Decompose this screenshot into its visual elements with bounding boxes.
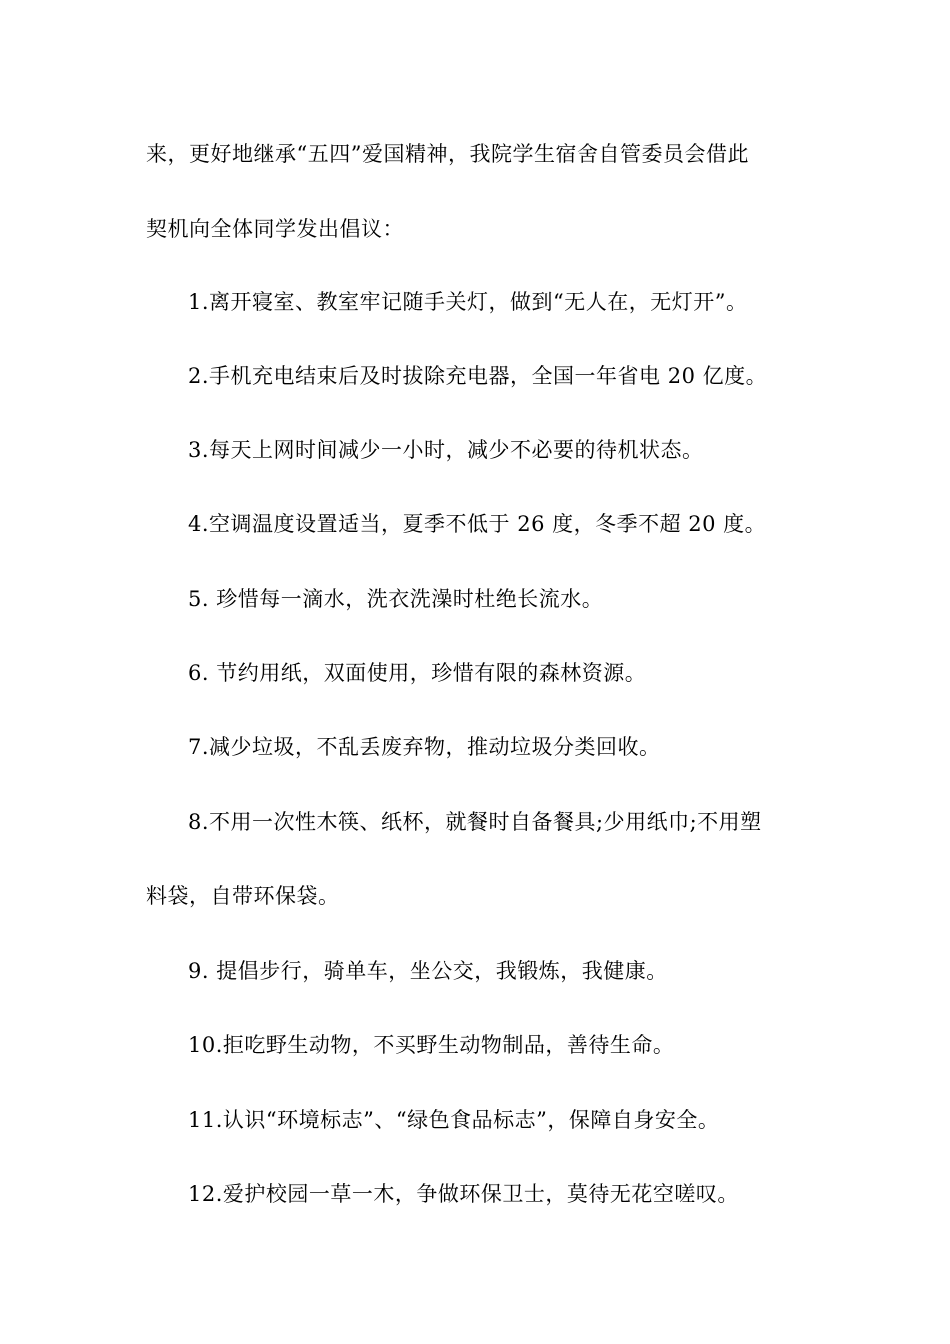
list-item-8: 8.不用一次性木筷、纸杯，就餐时自备餐具;少用纸巾;不用塑 [188,810,762,834]
intro-line-2: 契机向全体同学发出倡议： [146,217,404,241]
list-item-10: 10.拒吃野生动物，不买野生动物制品，善待生命。 [188,1033,675,1057]
list-item-7: 7.减少垃圾，不乱丢废弃物，推动垃圾分类回收。 [188,735,661,759]
list-item-12: 12.爱护校园一草一木，争做环保卫士，莫待无花空嗟叹。 [188,1182,739,1206]
intro-line-1: 来，更好地继承“五四”爱国精神，我院学生宿舍自管委员会借此 [146,142,749,166]
list-item-1: 1.离开寝室、教室牢记随手关灯，做到“无人在，无灯开”。 [188,290,748,314]
list-item-11: 11.认识“环境标志”、“绿色食品标志”，保障自身安全。 [188,1108,720,1132]
list-item-8-continuation: 料袋，自带环保袋。 [146,884,340,908]
list-item-9: 9. 提倡步行，骑单车，坐公交，我锻炼，我健康。 [188,959,668,983]
list-item-4: 4.空调温度设置适当，夏季不低于 26 度，冬季不超 20 度。 [188,512,767,536]
list-item-6: 6. 节约用纸，双面使用，珍惜有限的森林资源。 [188,661,647,685]
list-item-2: 2.手机充电结束后及时拔除充电器，全国一年省电 20 亿度。 [188,364,768,388]
list-item-5: 5. 珍惜每一滴水，洗衣洗澡时杜绝长流水。 [188,587,604,611]
list-item-3: 3.每天上网时间减少一小时，减少不必要的待机状态。 [188,438,704,462]
